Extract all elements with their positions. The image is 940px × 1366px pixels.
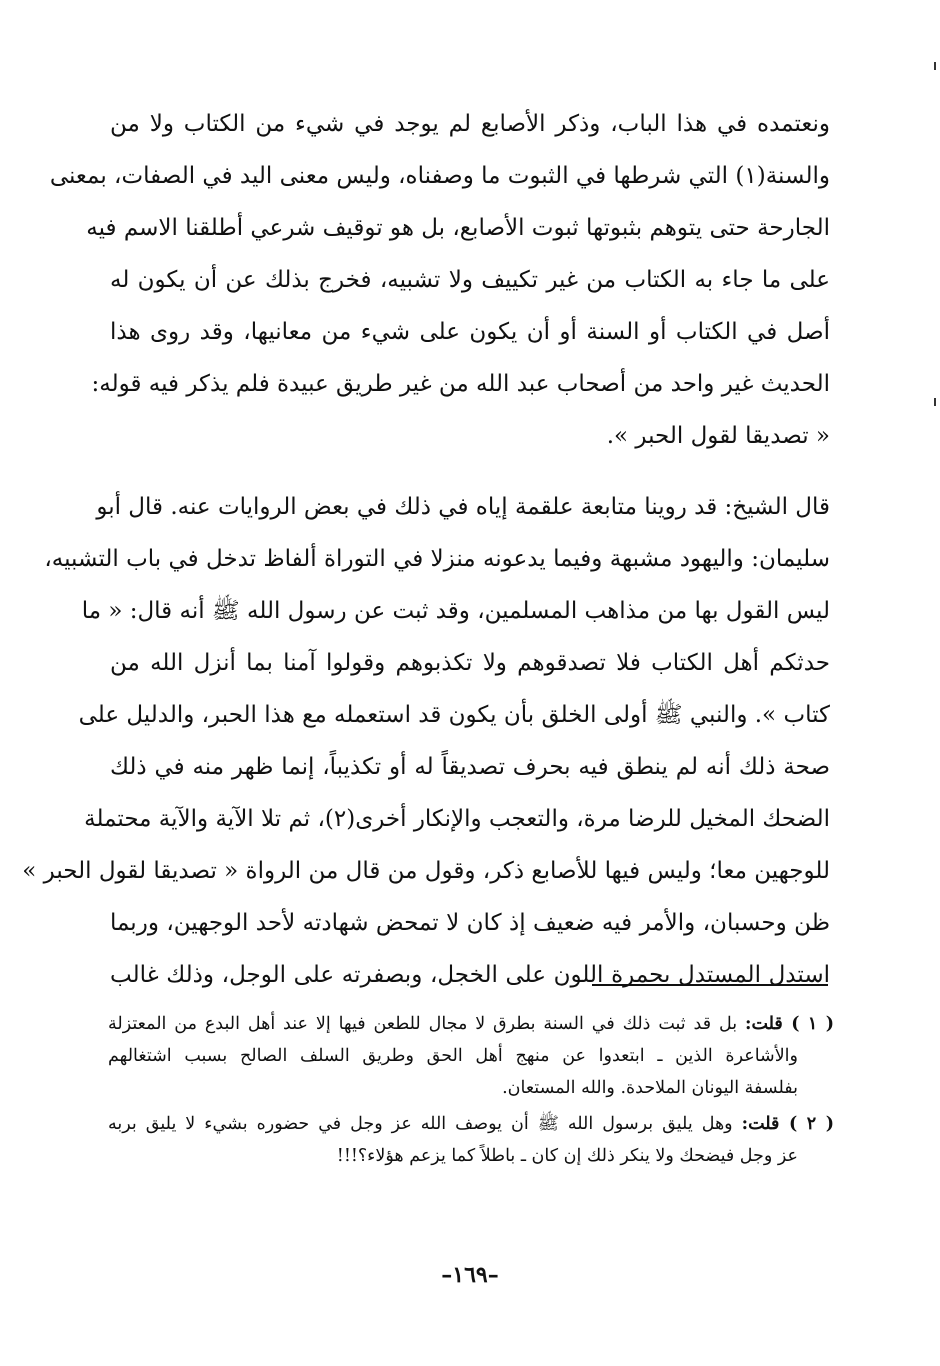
footnote-text: بل قد ثبت ذلك في السنة بطرق لا مجال للطعن فيها إلا عند أهل البدع من المعتزلة [108, 1014, 738, 1034]
footnote-line: بفلسفة اليونان الملاحدة. والله المستعان. [502, 1078, 798, 1098]
text-line: أصل في الكتاب أو السنة أو أن يكون على شيء من معانيها، وقد روى هذا [110, 319, 830, 345]
footnote-2 [108, 1108, 834, 1172]
text-line: حدثكم أهل الكتاب فلا تصدقوهم ولا تكذبوهم وقولوا آمنا بما أنزل الله من [110, 650, 830, 676]
text-line: ليس القول بها من مذاهب المسلمين، وقد ثبت عن رسول الله ﷺ أنه قال: « ما [81, 598, 830, 624]
footnotes [108, 1008, 834, 1172]
paragraph-2 [22, 481, 830, 1001]
footnote-label: ( ٢ ) قلت: [741, 1114, 834, 1134]
text-line: الحديث غير واحد من أصحاب عبد الله من غير طريق عبيدة فلم يذكر فيه قوله: [91, 371, 830, 397]
margin-mark [934, 62, 936, 70]
footnote-1 [108, 1008, 834, 1104]
footnote-line: والأشاعرة الذين ـ ابتعدوا عن منهج أهل الحق وطريق السلف الصالح بسبب اشتغالهم [108, 1046, 798, 1066]
text-line: الجارحة حتى يتوهم بثبوتها ثبوت الأصابع، بل هو توقيف شرعي أطلقنا الاسم فيه [86, 215, 830, 241]
text-line: صحة ذلك أنه لم ينطق فيه بحرف تصديقاً له أو تكذيباً، إنما ظهر منه في ذلك [110, 754, 830, 780]
footnote-line [108, 1008, 834, 1040]
paragraph-1 [49, 98, 830, 462]
text-line: « تصديقا لقول الحبر ». [606, 423, 830, 449]
margin-mark [934, 398, 936, 406]
text-line: كتاب ». والنبي ﷺ أولى الخلق بأن يكون قد استعمله مع هذا الحبر، والدليل على [78, 702, 830, 728]
main-text [22, 98, 830, 1001]
footnote-separator [592, 984, 828, 986]
footnote-line [108, 1108, 834, 1140]
footnote-text: وهل يليق برسول الله ﷺ أن يوصف الله عز وجل في حضوره بشيء لا يليق بربه [108, 1114, 733, 1134]
text-line: على ما جاء به الكتاب من غير تكييف ولا تشبيه، فخرج بذلك عن أن يكون له [110, 267, 830, 293]
footnote-label: ( ١ ) قلت: [744, 1014, 834, 1034]
text-line: للوجهين معا؛ وليس فيها للأصابع ذكر، وقول من قال من الرواة « تصديقا لقول الحبر » [22, 858, 830, 884]
footnote-line: عز وجل فيضحك ولا ينكر ذلك إن كان ـ باطلاً كما يزعم هؤلاء؟!!! [336, 1146, 798, 1166]
text-line: استدل المستدل بحمرة اللون على الخجل، وبصفرته على الوجل، وذلك غالب [110, 962, 830, 988]
text-line: ظن وحسبان، والأمر فيه ضعيف إذ كان لا تمحض شهادته لأحد الوجهين، وربما [110, 910, 830, 936]
text-line: الضحك المخيل للرضا مرة، والتعجب والإنكار أخرى(٢)، ثم تلا الآية والآية محتملة [84, 806, 830, 832]
text-line: سليمان: واليهود مشبهة وفيما يدعونه منزلا في التوراة ألفاظ تدخل في باب التشبيه، [44, 546, 830, 572]
text-line: قال الشيخ: قد روينا متابعة علقمة إياه في ذلك في بعض الروايات عنه. قال أبو [96, 494, 830, 520]
text-line: ونعتمده في هذا الباب، وذكر الأصابع لم يوجد في شيء من الكتاب ولا من [110, 111, 830, 137]
text-line: والسنة(١) التي شرطها في الثبوت ما وصفناه، وليس معنى اليد في الصفات، بمعنى [49, 163, 830, 189]
paragraph-gap [110, 462, 830, 481]
page-number: –١٦٩– [441, 1262, 499, 1288]
